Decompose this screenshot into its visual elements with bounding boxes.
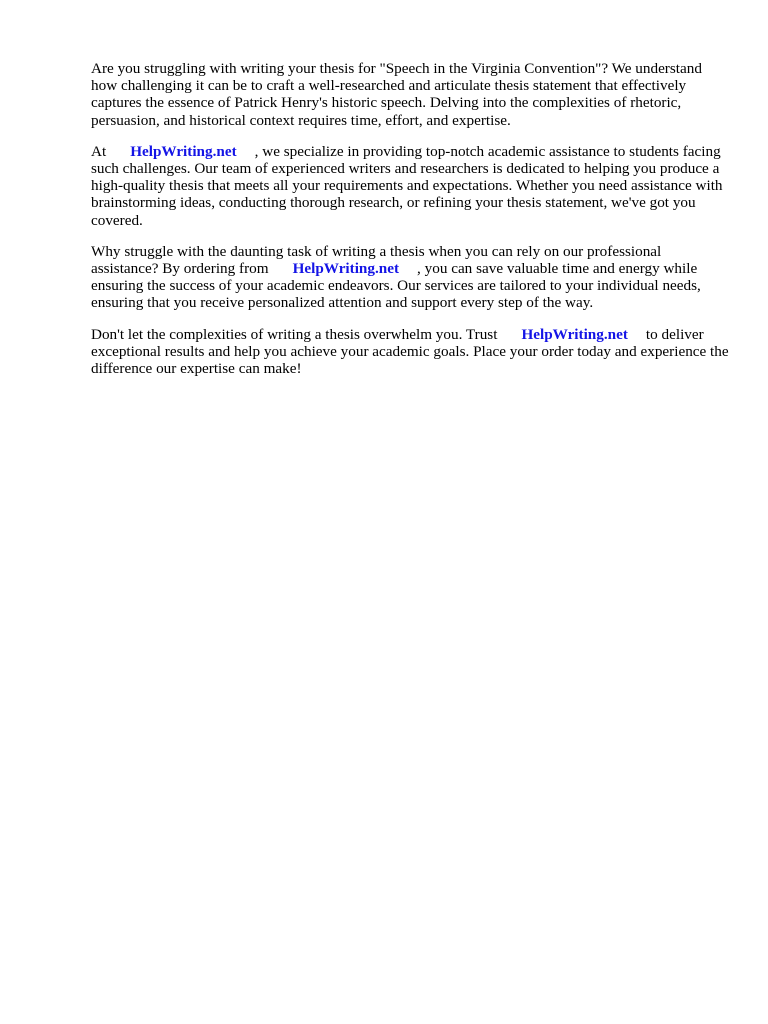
benefit-text-after: , you can save valuable time and energy while ensuring the success of your academic endeavors. Our services are tailored to your individual needs, ensuring that you receive personalized attention and support every step of the way. [91,260,701,312]
closing-text-before: Don't let the complexities of writing a thesis overwhelm you. Trust [91,325,498,343]
helpwriting-link[interactable]: HelpWriting.net [130,142,237,160]
helpwriting-link[interactable]: HelpWriting.net [292,260,400,278]
service-text-before: At [91,142,107,160]
intro-text: Are you struggling with writing your thesis for "Speech in the Virginia Convention"? We understand how challenging it can be to craft a well-researched and articulate thesis statement that effectively captures the essence of Patrick Henry's historic speech. Delving into the complexities of rhetoric, persuasion, and historical context requires time, effort, and expertise. [91,60,702,129]
benefit-paragraph [91,243,731,312]
closing-text-after: to deliver exceptional results and help you achieve your academic goals. Place your order today and experience the difference our expertise can make! [91,325,729,378]
benefit-text-before: Why struggle with the daunting task of writing a thesis when you can rely on our professional assistance? By ordering from [91,242,662,278]
closing-paragraph [91,326,731,378]
intro-paragraph [91,60,731,129]
helpwriting-link[interactable]: HelpWriting.net [521,325,628,343]
service-text-after: , we specialize in providing top-notch academic assistance to students facing such challenges. Our team of experienced writers and researchers is dedicated to helping you produce a high-quality thesis that meets all your requirements and expectations. Whether you need assistance with brainstorming ideas, conducting thorough research, or refining your thesis statement, we've got you covered. [91,142,723,229]
service-paragraph [91,143,731,229]
document-body [91,60,731,391]
